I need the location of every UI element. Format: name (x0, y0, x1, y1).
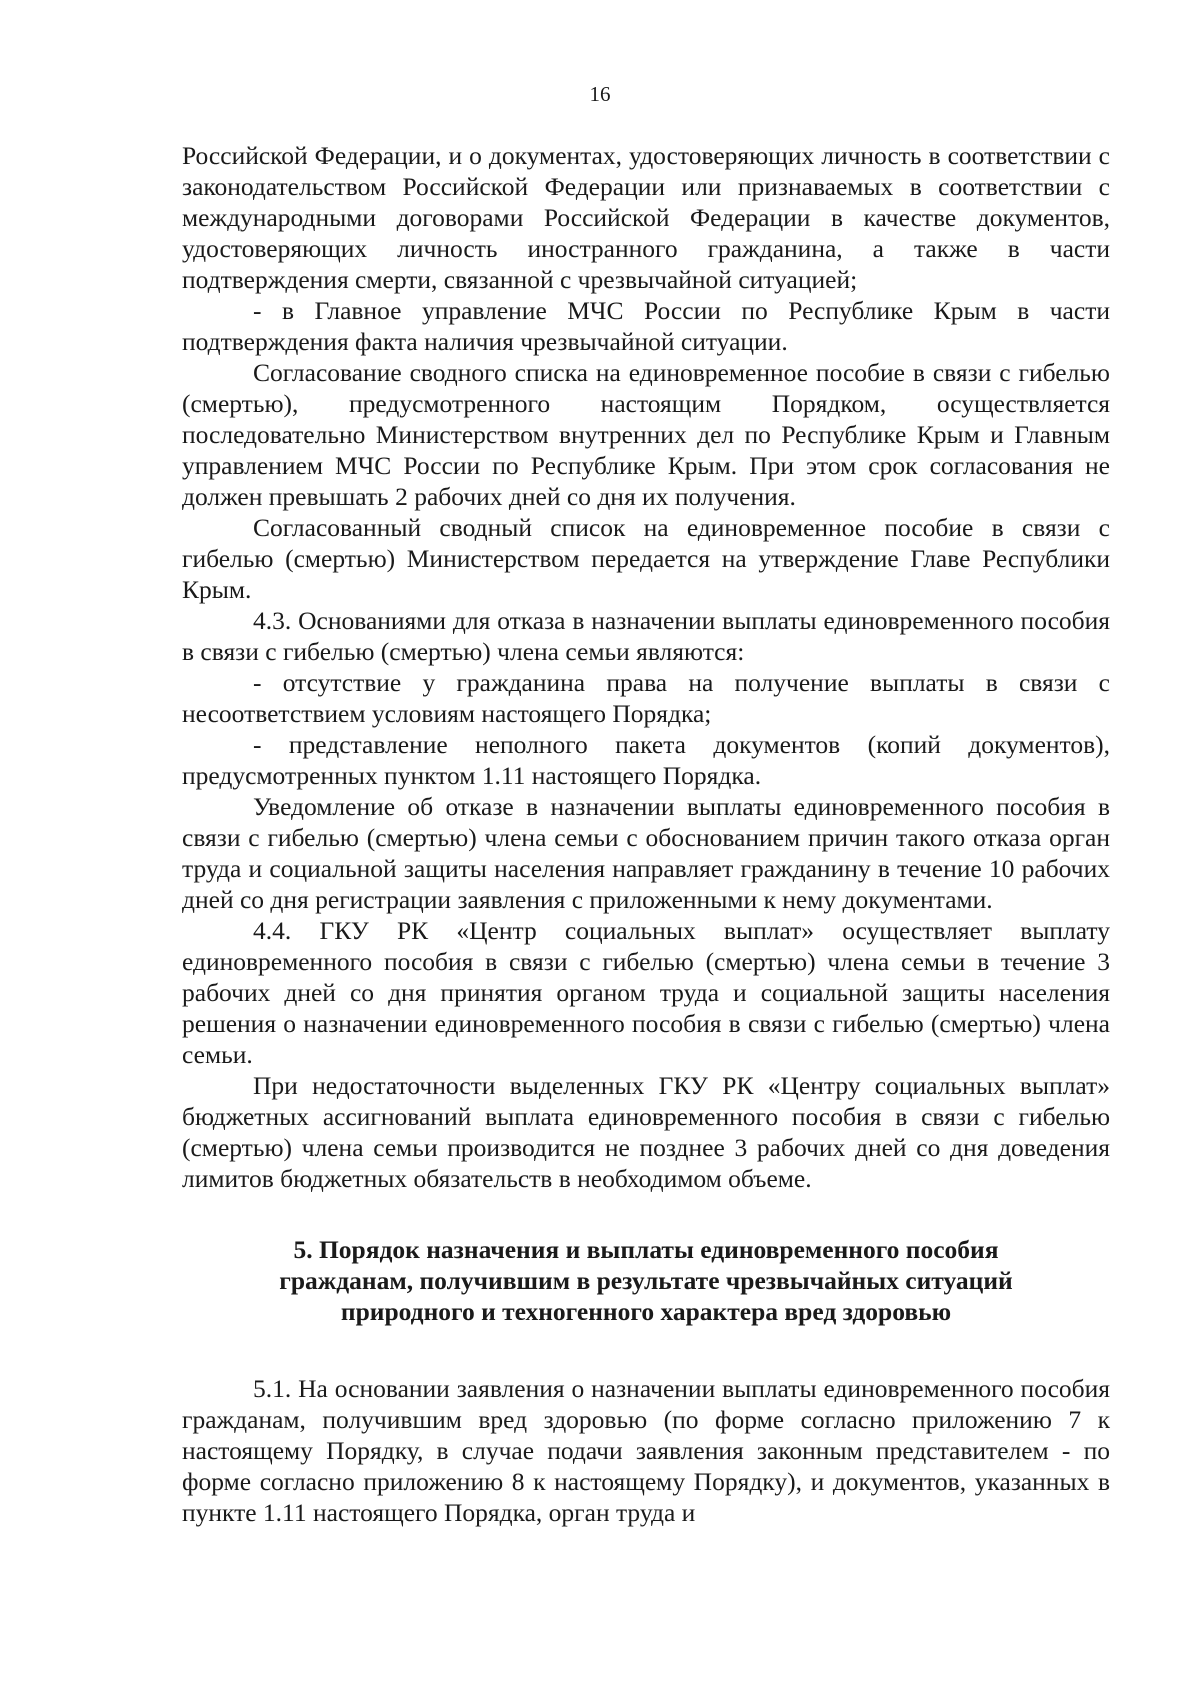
paragraph: Согласованный сводный список на единовременное пособие в связи с гибелью (смертью) Министерством передается на утверждение Главе Республики Крым. (182, 513, 1110, 604)
paragraph: 5.1. На основании заявления о назначении выплаты единовременного пособия гражданам, получившим вред здоровью (по форме согласно приложению 7 к настоящему Порядку, в случае подачи заявления законным представителем - по форме согласно приложению 8 к настоящему Порядку), и документов, указанных в пункте 1.11 настоящего Порядка, орган труда и (182, 1374, 1110, 1527)
section-heading-line: природного и техногенного характера вред здоровью (340, 1297, 952, 1326)
paragraph: При недостаточности выделенных ГКУ РК «Центру социальных выплат» бюджетных ассигнований выплата единовременного пособия в связи с гибелью (смертью) члена семьи производится не позднее 3 рабочих дней со дня доведения лимитов бюджетных обязательств в необходимом объеме. (182, 1071, 1110, 1193)
section-5-heading (182, 1234, 1110, 1327)
section-heading-line: 5. Порядок назначения и выплаты единовременного пособия (293, 1235, 999, 1264)
paragraph: - отсутствие у гражданина права на получение выплаты в связи с несоответствием условиям настоящего Порядка; (182, 668, 1110, 728)
paragraph: 4.4. ГКУ РК «Центр социальных выплат» осуществляет выплату единовременного пособия в связи с гибелью (смертью) члена семьи в течение 3 рабочих дней со дня принятия органом труда и социальной защиты населения решения о назначении единовременного пособия в связи с гибелью (смертью) члена семьи. (182, 916, 1110, 1069)
paragraph: Уведомление об отказе в назначении выплаты единовременного пособия в связи с гибелью (смертью) члена семьи с обоснованием причин такого отказа орган труда и социальной защиты населения направляет гражданину в течение 10 рабочих дней со дня регистрации заявления с приложенными к нему документами. (182, 792, 1110, 914)
section-heading-line: гражданам, получившим в результате чрезвычайных ситуаций (279, 1266, 1013, 1295)
paragraph: - в Главное управление МЧС России по Республике Крым в части подтверждения факта наличия чрезвычайной ситуации. (182, 296, 1110, 356)
page-number: 16 (589, 82, 611, 106)
paragraph: Согласование сводного списка на единовременное пособие в связи с гибелью (смертью), предусмотренного настоящим Порядком, осуществляется последовательно Министерством внутренних дел по Республике Крым и Главным управлением МЧС России по Республике Крым. При этом срок согласования не должен превышать 2 рабочих дней со дня их получения. (182, 358, 1110, 511)
document-body (182, 140, 1110, 1528)
paragraph: 4.3. Основаниями для отказа в назначении выплаты единовременного пособия в связи с гибелью (смертью) члена семьи являются: (182, 606, 1110, 666)
paragraph: - представление неполного пакета документов (копий документов), предусмотренных пунктом 1.11 настоящего Порядка. (182, 730, 1110, 790)
paragraph: Российской Федерации, и о документах, удостоверяющих личность в соответствии с законодательством Российской Федерации или признаваемых в соответствии с международными договорами Российской Федерации в качестве документов, удостоверяющих личность иностранного гражданина, а также в части подтверждения смерти, связанной с чрезвычайной ситуацией; (182, 141, 1110, 294)
